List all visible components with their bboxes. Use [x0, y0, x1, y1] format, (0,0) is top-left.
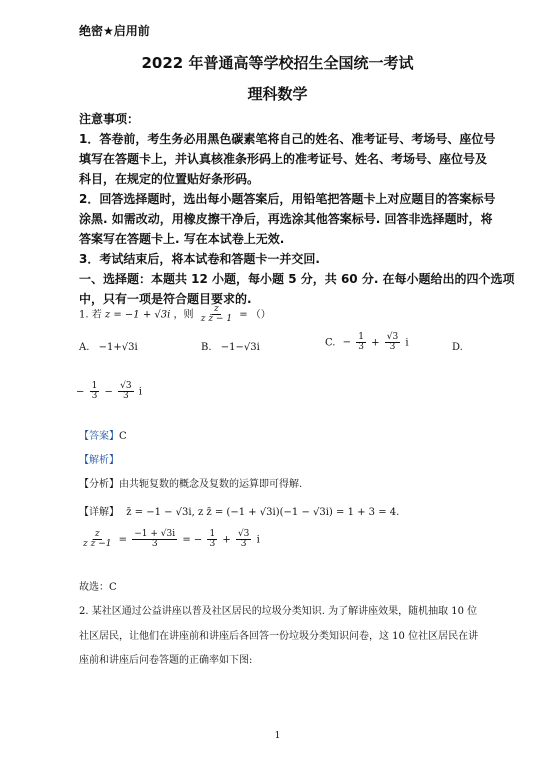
option-d-value: − $\frac{1}{3}$ − $\frac{√3}{3}$ i — [76, 381, 142, 402]
fenxi-line — [79, 475, 302, 490]
exam-subject: 理科数学 — [247, 85, 308, 103]
option-a-label: A. — [79, 342, 90, 353]
option-b — [201, 342, 260, 353]
option-c: C. − $\frac{1}{3}$ + $\frac{√3}{3}$ i — [325, 332, 409, 353]
option-a-value: −1+√3i — [98, 342, 138, 353]
final-choice — [79, 578, 117, 593]
calc-frac-4: $\frac{√3}{3}$ — [237, 529, 250, 550]
page-number: 1 — [274, 731, 281, 741]
section-heading-line-2: 中，只有一项是符合题目要求的. — [79, 292, 252, 306]
option-c-frac-2: $\frac{√3}{3}$ — [386, 332, 399, 353]
analysis-label: 【解析】 — [79, 455, 119, 466]
final-label: 故选： — [79, 582, 109, 593]
option-c-frac-1: $\frac{1}{3}$ — [358, 332, 364, 353]
notes-line-3: 科目，在规定的位置贴好条形码。 — [79, 172, 260, 186]
q1-z-definition: z = −1 + √3i — [104, 309, 171, 321]
q1-frac-num: z — [214, 304, 219, 314]
option-b-value: −1−√3i — [220, 342, 260, 353]
notes-heading: 注意事项： — [79, 112, 140, 126]
calculation-line: $\frac{z}{\text{z z̄ −1}}$ = $\frac{-1 + √3i}{3}$ = − $\frac{1}{3}$ + $\frac{√3}{3}$ i — [83, 529, 260, 550]
notes-line-2: 填写在答题卡上，并认真核准条形码上的准考证号、姓名、考场号、座位号及 — [79, 152, 488, 166]
notes-line-4: 2．回答选择题时，选出每小题答案后，用铅笔把答题卡上对应题目的答案标号 — [79, 192, 496, 206]
calc-frac-3: $\frac{1}{3}$ — [209, 529, 216, 550]
question-2-line-2: 社区居民，让他们在讲座前和讲座后各回答一份垃圾分类知识问卷，这 10 位社区居民在讲 — [79, 631, 479, 642]
confidential-label: 绝密★启用前 — [79, 24, 150, 38]
q1-frac-den: z z̄ − 1 — [200, 314, 233, 325]
option-a — [79, 342, 138, 353]
fenxi-label: 【分析】 — [79, 479, 119, 490]
option-b-label: B. — [201, 342, 212, 353]
notes-line-6: 答案写在答题卡上. 写在本试卷上无效. — [79, 232, 285, 246]
q1-fraction — [199, 305, 234, 325]
answer-label: 【答案】 — [79, 431, 119, 442]
answer-line — [79, 427, 127, 442]
detail-text: z̄ = −1 − √3i, z z̄ = (−1 + √3i)(−1 − √3i) = 1 + 3 = 4. — [126, 507, 400, 518]
detail-label: 【详解】 — [79, 507, 119, 518]
calc-frac-2: $\frac{-1 + √3i}{3}$ — [134, 529, 176, 550]
option-d-frac-1: $\frac{1}{3}$ — [91, 381, 98, 402]
option-d-frac-2: $\frac{√3}{3}$ — [120, 381, 132, 402]
option-c-label: C. — [325, 337, 336, 349]
option-d-label: D. — [452, 342, 463, 353]
answer-value: C — [119, 431, 127, 442]
notes-line-7: 3．考试结束后，将本试卷和答题卡一并交回. — [79, 252, 320, 266]
q1-eq: = （） — [239, 309, 271, 321]
final-value: C — [109, 582, 117, 593]
option-d — [452, 342, 463, 353]
fenxi-text: 由共轭复数的概念及复数的运算即可得解. — [119, 479, 303, 490]
notes-line-5: 涂黑. 如需改动，用橡皮擦干净后，再选涂其他答案标号. 回答非选择题时，将 — [79, 212, 493, 226]
question-2-line-3: 座前和讲座后问卷答题的正确率如下图: — [79, 655, 253, 666]
q1-then: ，则 — [173, 309, 194, 321]
section-heading-line-1: 一、选择题：本题共 12 小题，每小题 5 分，共 60 分. 在每小题给出的四个选项 — [79, 272, 515, 286]
q1-prefix: 1. 若 — [79, 309, 102, 321]
question-2-line-1: 2. 某社区通过公益讲座以普及社区居民的垃圾分类知识. 为了解讲座效果，随机抽取 10 位 — [79, 606, 478, 617]
notes-line-1: 1．答卷前，考生务必用黑色碳素笔将自己的姓名、准考证号、考场号、座位号 — [79, 132, 496, 146]
question-1-stem — [79, 305, 271, 325]
exam-title: 2022 年普通高等学校招生全国统一考试 — [141, 54, 414, 72]
detail-line — [79, 503, 399, 518]
calc-frac-1: $\frac{z}{\text{z z̄ −1}}$ — [83, 529, 112, 550]
